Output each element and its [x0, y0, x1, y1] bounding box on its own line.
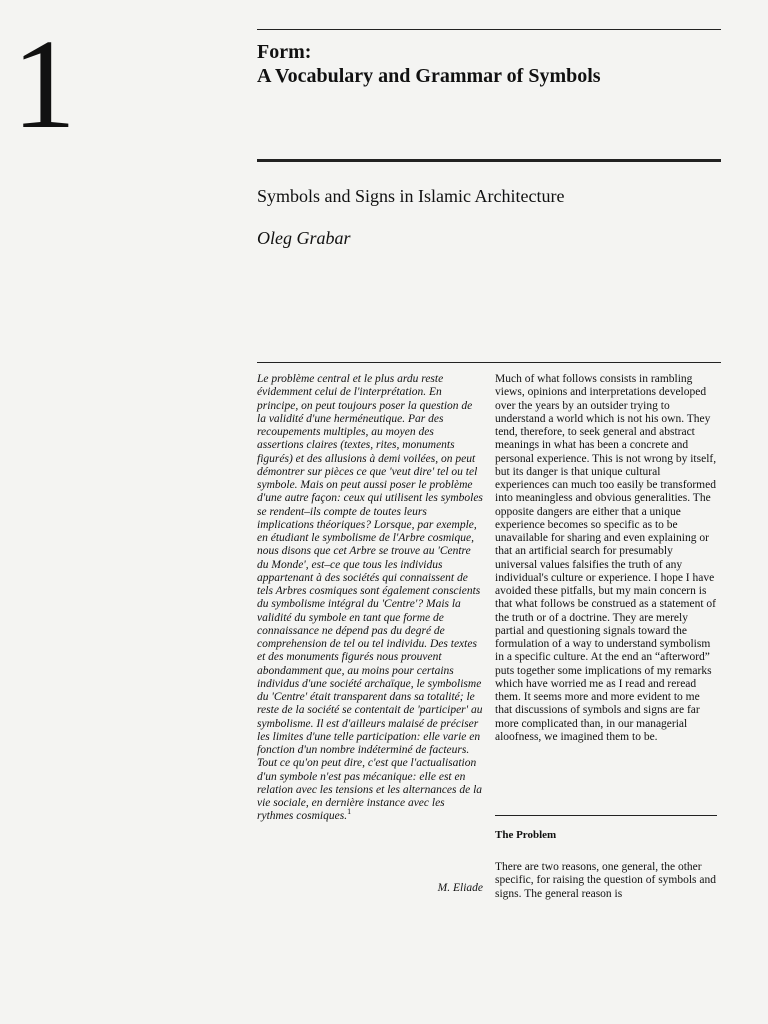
- epigraph-text: Le problème central et le plus ardu reste évidemment celui de l'interprétation. En principe, on peut toujours poser la question de la validité d'une herméneutique. Par des recoupements multiples, au moyen des assertions claires (textes, rites, monuments figurés) et des allusions à demi voilées, on peut démontrer sur pièces ce que 'veut dire' tel ou tel symbole. Mais on peut aussi poser le problème d'une autre façon: ceux qui utilisent les symboles se rendent–ils compte de toutes leurs implications théoriques? Lorsque, par exemple, en étudiant le symbolisme de l'Arbre cosmique, nous disons que cet Arbre se trouve au 'Centre du Monde', est–ce que tous les individus appartenant à des sociétés qui connaissent de tels Arbres cosmiques sont également conscients du symbolisme intégral du 'Centre'? Mais la validité du symbole en tant que forme de connaissance ne dépend pas du degré de comprehension de tel ou tel individu. Des textes et des monuments figurés nous prouvent abondamment que, au moins pour certains individus d'une société archaïque, le symbolisme du 'Centre' était transparent dans sa totalité; le reste de la société se contentait de 'participer' au symbolisme. Il est d'ailleurs malaisé de préciser les limites d'une telle participation: elle varie en fonction d'un nombre indéterminé de facteurs. Tout ce qu'on peut dire, c'est que l'actualisation d'un symbole n'est pas mécanique: elle est en relation avec les tensions et les alternances de la vie sociale, en dernière instance avec les rythmes cosmiques.: [257, 373, 483, 823]
- columns-rule: [257, 362, 721, 363]
- chapter-title: [257, 40, 727, 88]
- footnote-ref: 1: [347, 807, 352, 817]
- epigraph-attribution: M. Eliade: [437, 882, 483, 894]
- section-paragraph: There are two reasons, one general, the other specific, for raising the question of symbols and signs. The general reason is: [495, 861, 717, 900]
- intro-paragraph: Much of what follows consists in rambling views, opinions and interpretations developed over the years by an outsider trying to understand a world which is not his own. They tend, therefore, to seek general and abstract meanings in what has been a concrete and personal experience. This is not wrong by itself, but its danger is that unique cultural experiences can much too easily be transformed into meaningless and obvious generalities. The opposite dangers are either that a unique experience becomes so specific as to be unavailable for sharing and even explaining or that an artificial search for presumably universal values falsifies the truth of any individual's culture or experience. I hope I have avoided these pitfalls, but my main concern is that what follows be construed as a statement of the truth or of a doctrine. They are merely partial and questioning signals toward the formulation of a way to understand symbolism in a specific culture. At the end an “afterword” puts together some implications of my remarks which have worried me as I read and reread them. It seems more and more evident to me that discussions of symbols and signs are far more complicated than, in our managerial aloofness, we imagined them to be.: [495, 373, 717, 743]
- epigraph: [257, 373, 483, 824]
- section-rule: [495, 815, 717, 816]
- article-title: Symbols and Signs in Islamic Architecture: [257, 186, 565, 206]
- author-name: Oleg Grabar: [257, 228, 351, 248]
- chapter-number: 1: [12, 13, 74, 155]
- title-thick-rule: [257, 159, 721, 162]
- section-heading: The Problem: [495, 829, 557, 841]
- top-rule: [257, 29, 721, 30]
- chapter-title-line1: Form:: [257, 41, 312, 63]
- chapter-title-line2: A Vocabulary and Grammar of Symbols: [257, 65, 601, 87]
